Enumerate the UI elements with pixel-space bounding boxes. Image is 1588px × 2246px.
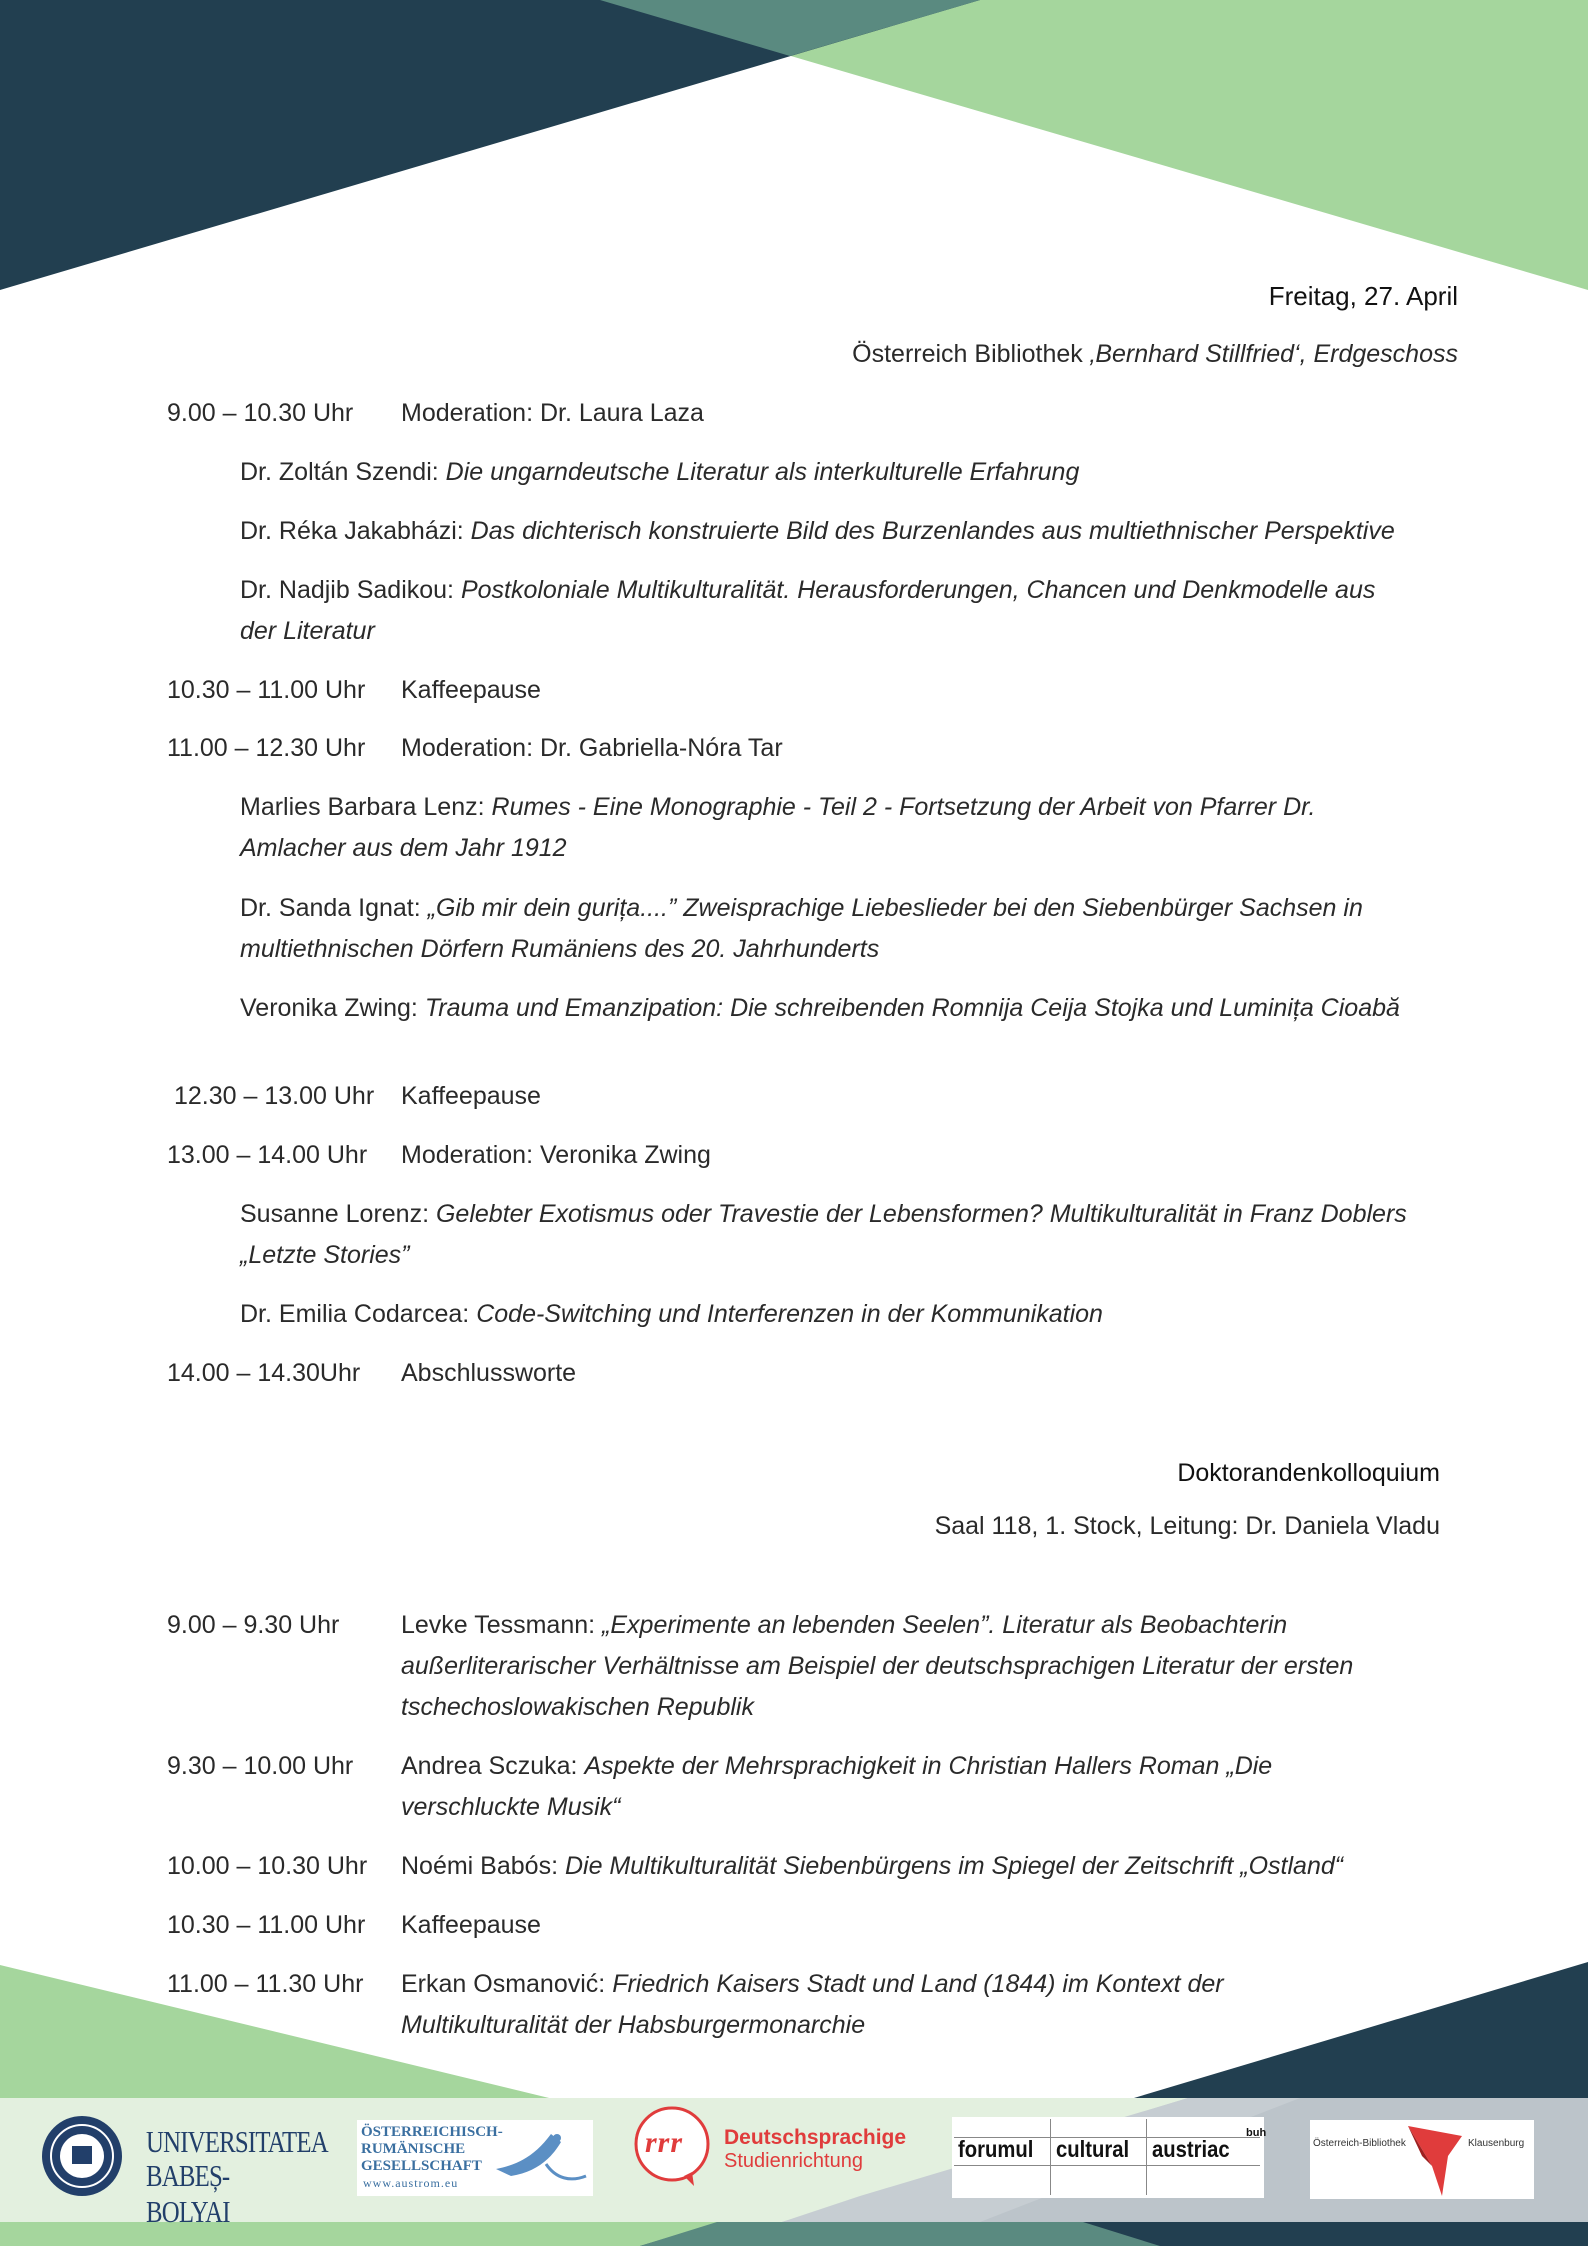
- talk-title: Aspekte der Mehrsprachigkeit in Christian Hallers Roman „Die: [584, 1752, 1273, 1780]
- oesterreich-bibliothek-logo: [1310, 2120, 1534, 2199]
- talk-speaker: Dr. Sanda Ignat:: [240, 894, 428, 922]
- talk-title-cont: der Literatur: [240, 617, 375, 645]
- colloquium-time: 11.00 – 11.30 Uhr: [167, 1970, 364, 1998]
- forumul-cultural-logo: [952, 2117, 1267, 2198]
- session-label: Moderation: Dr. Gabriella-Nóra Tar: [401, 734, 783, 762]
- talk-speaker: Noémi Babós:: [401, 1852, 565, 1880]
- talk-speaker: Marlies Barbara Lenz:: [240, 793, 492, 821]
- ubb-seal-icon: [40, 2114, 124, 2198]
- session-label: Moderation: Veronika Zwing: [401, 1141, 711, 1169]
- talk: [240, 570, 1375, 611]
- talk-title: Postkoloniale Multikulturalität. Herausforderungen, Chancen und Denkmodelle aus: [460, 576, 1376, 604]
- ob-left: Österreich-Bibliothek: [1313, 2138, 1406, 2149]
- oerg-url: www.austrom.eu: [363, 2176, 459, 2190]
- colloquium-time: 9.30 – 10.00 Uhr: [167, 1752, 354, 1780]
- venue-italic: ‚Bernhard Stillfried‘, Erdgeschoss: [1089, 340, 1458, 368]
- bird-icon: [491, 2124, 591, 2194]
- oerg-line1: ÖSTERREICHISCH-: [361, 2124, 503, 2140]
- colloquium-time: 10.30 – 11.00 Uhr: [167, 1911, 366, 1939]
- talk-speaker: Dr. Nadjib Sadikou:: [240, 576, 461, 604]
- talk-title-cont: multiethnischen Dörfern Rumäniens des 20. Jahrhunderts: [240, 935, 880, 963]
- colloquium-venue: Saal 118, 1. Stock, Leitung: Dr. Daniela Vladu: [934, 1512, 1440, 1540]
- session-label: Kaffeepause: [401, 1082, 541, 1110]
- venue-line: [852, 334, 1458, 375]
- colloquium-talk: [401, 1905, 541, 1946]
- fca-word2: cultural: [1056, 2136, 1130, 2162]
- talk-speaker: Veronika Zwing:: [240, 994, 425, 1022]
- session-label: Kaffeepause: [401, 676, 541, 704]
- oerg-logo: [357, 2120, 593, 2196]
- talk-speaker: Susanne Lorenz:: [240, 1200, 436, 1228]
- talk: [240, 787, 1315, 828]
- session-time: 10.30 – 11.00 Uhr: [167, 676, 366, 704]
- talk: [240, 452, 1079, 493]
- talk-title: Das dichterisch konstruierte Bild des Burzenlandes aus multiethnischer Perspektive: [470, 517, 1395, 545]
- venue-plain: Österreich Bibliothek: [852, 340, 1090, 368]
- talk: [240, 511, 1395, 552]
- talk-title: Gelebter Exotismus oder Travestie der Lebensformen? Multikulturalität in Franz Doblers: [435, 1200, 1407, 1228]
- talk-speaker: Andrea Sczuka:: [401, 1752, 585, 1780]
- ds-line2: Studienrichtung: [724, 2150, 863, 2172]
- talk: [240, 1294, 1103, 1335]
- colloquium-talk: [401, 1964, 1224, 2005]
- talk-title-cont: verschluckte Musik“: [401, 1793, 621, 1821]
- deutschsprachige-logo: [632, 2104, 912, 2184]
- fca-word3: austriac: [1152, 2136, 1230, 2162]
- talk-title: „Experimente an lebenden Seelen”. Literatur als Beobachterin: [602, 1611, 1288, 1639]
- talk-title-cont: „Letzte Stories”: [240, 1241, 410, 1269]
- talk-speaker: Dr. Réka Jakabházi:: [240, 517, 471, 545]
- rrr-mark: rrr: [645, 2126, 684, 2159]
- fca-word1: forumul: [958, 2136, 1034, 2162]
- talk-title: „Gib mir dein gurița....” Zweisprachige Liebeslieder bei den Siebenbürger Sachsen in: [427, 894, 1363, 922]
- talk-title: Code-Switching und Interferenzen in der Kommunikation: [476, 1300, 1103, 1328]
- talk-speaker: Kaffeepause: [401, 1911, 541, 1939]
- talk-title-cont: Amlacher aus dem Jahr 1912: [240, 834, 567, 862]
- talk: [240, 888, 1363, 929]
- ds-line1: Deutschsprachige: [724, 2126, 907, 2149]
- red-flag-icon: [1408, 2126, 1462, 2196]
- ubb-logo: [40, 2112, 328, 2229]
- talk-speaker: Dr. Emilia Codarcea:: [240, 1300, 477, 1328]
- session-time: 14.00 – 14.30Uhr: [167, 1359, 361, 1387]
- ubb-line1: UNIVERSITATEA: [146, 2124, 328, 2159]
- session-time: 9.00 – 10.30 Uhr: [167, 399, 354, 427]
- colloquium-talk: [401, 1846, 1343, 1887]
- talk: [240, 1194, 1407, 1235]
- talk-speaker: Erkan Osmanović:: [401, 1970, 613, 1998]
- day-title: Freitag, 27. April: [1268, 281, 1458, 311]
- session-time: 11.00 – 12.30 Uhr: [167, 734, 366, 762]
- oerg-line2: RUMÄNISCHE: [361, 2141, 466, 2157]
- ob-right: Klausenburg: [1468, 2138, 1525, 2149]
- talk-speaker: Dr. Zoltán Szendi:: [240, 458, 446, 486]
- ubb-line2: BABEȘ-BOLYAI: [146, 2158, 230, 2229]
- talk-title: Die Multikulturalität Siebenbürgens im Spiegel der Zeitschrift „Ostland“: [564, 1852, 1344, 1880]
- session-label: Moderation: Dr. Laura Laza: [401, 399, 704, 427]
- colloquium-time: 9.00 – 9.30 Uhr: [167, 1611, 340, 1639]
- talk: [240, 988, 1400, 1029]
- session-time: 12.30 – 13.00 Uhr: [174, 1082, 375, 1110]
- talk-title: Die ungarndeutsche Literatur als interkulturelle Erfahrung: [445, 458, 1080, 486]
- fca-sup: buh: [1246, 2127, 1267, 2139]
- colloquium-talk: [401, 1746, 1272, 1787]
- talk-title-cont: außerliterarischer Verhältnisse am Beispiel der deutschsprachigen Literatur der ersten: [401, 1652, 1354, 1680]
- session-label: Abschlussworte: [401, 1359, 577, 1387]
- oerg-line3: GESELLSCHAFT: [361, 2158, 482, 2174]
- top-navy-shape: [0, 0, 980, 290]
- talk-title: Trauma und Emanzipation: Die schreibenden Romnija Ceija Stojka und Luminița Cioabă: [424, 994, 1400, 1022]
- talk-title: Friedrich Kaisers Stadt und Land (1844) im Kontext der: [612, 1970, 1224, 1998]
- talk-speaker: Levke Tessmann:: [401, 1611, 603, 1639]
- colloquium-talk: [401, 1605, 1287, 1646]
- talk-title-cont: tschechoslowakischen Republik: [401, 1693, 754, 1721]
- colloquium-time: 10.00 – 10.30 Uhr: [167, 1852, 368, 1880]
- session-time: 13.00 – 14.00 Uhr: [167, 1141, 368, 1169]
- colloquium-title: Doktorandenkolloquium: [1177, 1459, 1440, 1487]
- talk-title-cont: Multikulturalität der Habsburgermonarchie: [401, 2011, 866, 2039]
- talk-title: Rumes - Eine Monographie - Teil 2 - Fortsetzung der Arbeit von Pfarrer Dr.: [491, 793, 1316, 821]
